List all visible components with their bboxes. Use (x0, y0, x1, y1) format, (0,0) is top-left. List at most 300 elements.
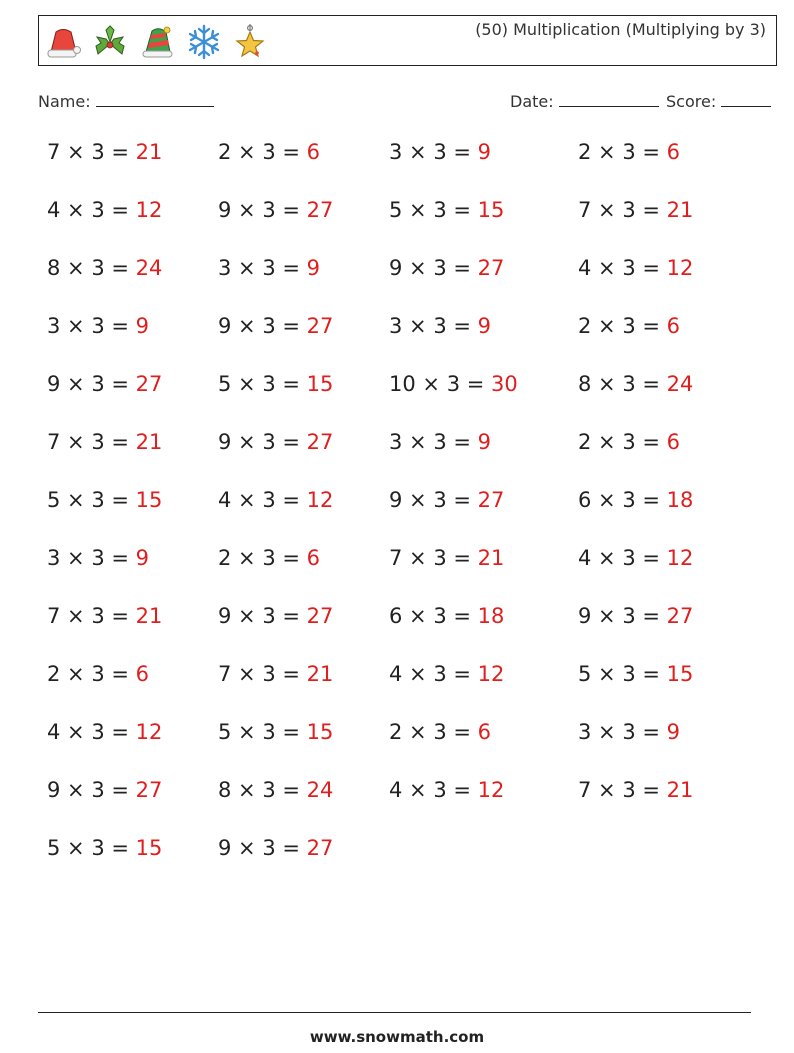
factor-a: 5 (47, 836, 61, 860)
factor-b: 3 (622, 430, 636, 454)
factor-b: 3 (91, 372, 105, 396)
equals-sign: = (104, 140, 136, 164)
answer: 27 (135, 778, 163, 802)
times-sign: × (231, 256, 263, 280)
worksheet-header (38, 15, 777, 66)
factor-a: 4 (389, 778, 403, 802)
date-label: Date: (510, 92, 554, 111)
times-sign: × (60, 314, 92, 338)
times-sign: × (60, 372, 92, 396)
answer: 21 (666, 778, 694, 802)
factor-a: 2 (389, 720, 403, 744)
problem-item (47, 140, 162, 164)
factor-b: 3 (262, 662, 276, 686)
answer: 27 (135, 372, 163, 396)
answer: 9 (135, 546, 150, 570)
answer: 21 (666, 198, 694, 222)
factor-b: 3 (262, 546, 276, 570)
factor-a: 2 (578, 140, 592, 164)
answer: 21 (135, 140, 163, 164)
times-sign: × (402, 256, 434, 280)
problem-item (389, 314, 491, 338)
problem-item (218, 372, 333, 396)
times-sign: × (591, 430, 623, 454)
times-sign: × (591, 720, 623, 744)
times-sign: × (591, 140, 623, 164)
factor-b: 3 (433, 198, 447, 222)
problem-item (389, 372, 518, 396)
factor-b: 3 (433, 604, 447, 628)
problem-item (389, 140, 491, 164)
times-sign: × (231, 720, 263, 744)
problem-item (389, 198, 504, 222)
worksheet-title: (50) Multiplication (Multiplying by 3) (475, 20, 766, 39)
factor-b: 3 (91, 314, 105, 338)
answer: 12 (135, 720, 163, 744)
factor-a: 7 (47, 430, 61, 454)
star-ornament-icon (232, 24, 268, 60)
problem-item (389, 256, 504, 280)
times-sign: × (591, 488, 623, 512)
equals-sign: = (104, 662, 136, 686)
problem-item (389, 430, 491, 454)
equals-sign: = (275, 488, 307, 512)
problem-item (389, 778, 504, 802)
answer: 27 (306, 604, 334, 628)
factor-b: 3 (91, 256, 105, 280)
answer: 21 (477, 546, 505, 570)
factor-a: 7 (578, 198, 592, 222)
times-sign: × (60, 430, 92, 454)
date-blank (559, 92, 659, 107)
times-sign: × (60, 256, 92, 280)
times-sign: × (591, 778, 623, 802)
times-sign: × (60, 546, 92, 570)
factor-a: 7 (47, 604, 61, 628)
factor-b: 3 (262, 836, 276, 860)
problem-item (47, 198, 162, 222)
answer: 21 (135, 430, 163, 454)
equals-sign: = (104, 314, 136, 338)
answer: 9 (477, 430, 492, 454)
factor-b: 3 (91, 546, 105, 570)
factor-a: 2 (218, 546, 232, 570)
factor-b: 3 (91, 430, 105, 454)
factor-a: 4 (47, 198, 61, 222)
problem-item (47, 430, 162, 454)
answer: 15 (666, 662, 694, 686)
answer: 12 (477, 662, 505, 686)
times-sign: × (231, 546, 263, 570)
times-sign: × (60, 836, 92, 860)
equals-sign: = (460, 372, 492, 396)
equals-sign: = (104, 488, 136, 512)
factor-b: 3 (433, 430, 447, 454)
times-sign: × (591, 662, 623, 686)
factor-b: 3 (446, 372, 461, 396)
times-sign: × (231, 198, 263, 222)
problem-item (47, 314, 149, 338)
factor-b: 3 (622, 198, 636, 222)
answer: 6 (135, 662, 150, 686)
factor-a: 7 (218, 662, 232, 686)
factor-b: 3 (622, 256, 636, 280)
footer-url: www.snowmath.com (309, 1028, 485, 1046)
answer: 18 (477, 604, 505, 628)
problem-item (47, 662, 149, 686)
factor-b: 3 (91, 140, 105, 164)
equals-sign: = (635, 372, 667, 396)
answer: 27 (477, 488, 505, 512)
problem-item (218, 198, 333, 222)
times-sign: × (60, 778, 92, 802)
times-sign: × (415, 372, 447, 396)
equals-sign: = (446, 314, 478, 338)
equals-sign: = (446, 256, 478, 280)
equals-sign: = (635, 720, 667, 744)
answer: 27 (306, 314, 334, 338)
answer: 24 (306, 778, 334, 802)
factor-a: 3 (47, 314, 61, 338)
equals-sign: = (104, 430, 136, 454)
times-sign: × (591, 604, 623, 628)
times-sign: × (402, 546, 434, 570)
factor-b: 3 (622, 778, 636, 802)
equals-sign: = (104, 836, 136, 860)
equals-sign: = (446, 720, 478, 744)
factor-b: 3 (262, 198, 276, 222)
answer: 21 (135, 604, 163, 628)
equals-sign: = (635, 256, 667, 280)
times-sign: × (60, 604, 92, 628)
factor-a: 4 (47, 720, 61, 744)
factor-a: 5 (578, 662, 592, 686)
equals-sign: = (635, 314, 667, 338)
answer: 9 (477, 314, 492, 338)
snowflake-icon (186, 24, 222, 60)
factor-a: 2 (578, 314, 592, 338)
factor-b: 3 (91, 198, 105, 222)
equals-sign: = (446, 198, 478, 222)
problem-item (218, 314, 333, 338)
answer: 6 (666, 430, 681, 454)
times-sign: × (231, 662, 263, 686)
problem-item (578, 778, 693, 802)
answer: 12 (666, 256, 694, 280)
answer: 9 (135, 314, 150, 338)
factor-a: 8 (578, 372, 592, 396)
equals-sign: = (446, 778, 478, 802)
problem-item (47, 836, 162, 860)
name-blank (96, 92, 214, 107)
equals-sign: = (446, 430, 478, 454)
equals-sign: = (446, 662, 478, 686)
equals-sign: = (446, 604, 478, 628)
equals-sign: = (104, 778, 136, 802)
problem-item (389, 604, 504, 628)
problem-item (389, 662, 504, 686)
factor-a: 5 (389, 198, 403, 222)
factor-a: 9 (47, 778, 61, 802)
factor-b: 3 (262, 430, 276, 454)
answer: 9 (306, 256, 321, 280)
problem-item (578, 140, 680, 164)
factor-b: 3 (262, 778, 276, 802)
equals-sign: = (104, 372, 136, 396)
santa-hat-icon (45, 24, 81, 60)
factor-a: 2 (218, 140, 232, 164)
problem-item (578, 720, 680, 744)
times-sign: × (231, 430, 263, 454)
factor-a: 6 (578, 488, 592, 512)
problem-item (389, 546, 504, 570)
times-sign: × (231, 372, 263, 396)
score-field (666, 92, 771, 111)
problem-item (47, 778, 162, 802)
answer: 30 (491, 372, 518, 396)
factor-a: 3 (47, 546, 61, 570)
equals-sign: = (275, 778, 307, 802)
name-label: Name: (38, 92, 91, 111)
problem-item (218, 488, 333, 512)
times-sign: × (231, 836, 263, 860)
times-sign: × (591, 198, 623, 222)
answer: 18 (666, 488, 694, 512)
factor-a: 5 (218, 372, 232, 396)
times-sign: × (231, 604, 263, 628)
problem-item (47, 256, 162, 280)
problem-item (218, 778, 333, 802)
factor-a: 5 (47, 488, 61, 512)
factor-b: 3 (433, 662, 447, 686)
equals-sign: = (635, 778, 667, 802)
factor-a: 2 (578, 430, 592, 454)
times-sign: × (402, 662, 434, 686)
equals-sign: = (275, 372, 307, 396)
problem-item (578, 488, 693, 512)
equals-sign: = (275, 314, 307, 338)
factor-b: 3 (262, 140, 276, 164)
factor-a: 4 (389, 662, 403, 686)
problem-item (578, 430, 680, 454)
equals-sign: = (635, 430, 667, 454)
factor-a: 4 (578, 546, 592, 570)
factor-a: 9 (578, 604, 592, 628)
times-sign: × (231, 488, 263, 512)
answer: 15 (306, 372, 334, 396)
answer: 6 (666, 140, 681, 164)
times-sign: × (591, 372, 623, 396)
problem-item (389, 720, 491, 744)
equals-sign: = (635, 198, 667, 222)
factor-b: 3 (622, 662, 636, 686)
factor-a: 9 (218, 836, 232, 860)
footer-divider (38, 1012, 751, 1013)
factor-a: 8 (218, 778, 232, 802)
factor-a: 3 (389, 314, 403, 338)
times-sign: × (402, 430, 434, 454)
factor-b: 3 (91, 662, 105, 686)
times-sign: × (591, 546, 623, 570)
times-sign: × (231, 314, 263, 338)
factor-b: 3 (262, 720, 276, 744)
equals-sign: = (446, 488, 478, 512)
problem-item (218, 662, 333, 686)
answer: 9 (477, 140, 492, 164)
factor-b: 3 (262, 256, 276, 280)
equals-sign: = (104, 256, 136, 280)
factor-a: 9 (47, 372, 61, 396)
problem-item (47, 546, 149, 570)
factor-a: 3 (578, 720, 592, 744)
equals-sign: = (104, 604, 136, 628)
problem-item (47, 720, 162, 744)
answer: 15 (135, 488, 163, 512)
problem-item (47, 372, 162, 396)
factor-b: 3 (433, 488, 447, 512)
answer: 12 (477, 778, 505, 802)
times-sign: × (231, 778, 263, 802)
factor-b: 3 (433, 720, 447, 744)
problem-item (47, 604, 162, 628)
answer: 6 (666, 314, 681, 338)
factor-a: 9 (218, 430, 232, 454)
factor-b: 3 (91, 778, 105, 802)
problem-item (47, 488, 162, 512)
factor-a: 6 (389, 604, 403, 628)
answer: 27 (306, 430, 334, 454)
times-sign: × (60, 720, 92, 744)
factor-a: 4 (578, 256, 592, 280)
factor-a: 10 (389, 372, 416, 396)
equals-sign: = (446, 546, 478, 570)
factor-b: 3 (622, 372, 636, 396)
answer: 27 (477, 256, 505, 280)
name-field (38, 92, 214, 111)
answer: 24 (666, 372, 694, 396)
factor-b: 3 (91, 604, 105, 628)
factor-b: 3 (433, 140, 447, 164)
problem-item (218, 256, 320, 280)
factor-a: 2 (47, 662, 61, 686)
factor-b: 3 (262, 488, 276, 512)
times-sign: × (402, 488, 434, 512)
answer: 15 (477, 198, 505, 222)
equals-sign: = (104, 720, 136, 744)
factor-b: 3 (91, 488, 105, 512)
factor-b: 3 (433, 314, 447, 338)
factor-a: 3 (389, 430, 403, 454)
factor-a: 3 (389, 140, 403, 164)
answer: 6 (306, 546, 321, 570)
factor-a: 7 (578, 778, 592, 802)
equals-sign: = (635, 140, 667, 164)
times-sign: × (402, 778, 434, 802)
times-sign: × (402, 604, 434, 628)
factor-b: 3 (622, 720, 636, 744)
answer: 12 (666, 546, 694, 570)
times-sign: × (402, 314, 434, 338)
equals-sign: = (635, 662, 667, 686)
equals-sign: = (635, 604, 667, 628)
times-sign: × (60, 662, 92, 686)
problem-item (578, 546, 693, 570)
problem-item (218, 720, 333, 744)
times-sign: × (60, 488, 92, 512)
answer: 27 (306, 836, 334, 860)
factor-a: 5 (218, 720, 232, 744)
factor-a: 9 (389, 256, 403, 280)
answer: 24 (135, 256, 163, 280)
answer: 27 (666, 604, 694, 628)
factor-b: 3 (262, 604, 276, 628)
problem-item (578, 604, 693, 628)
problem-item (218, 836, 333, 860)
equals-sign: = (635, 546, 667, 570)
problem-item (389, 488, 504, 512)
factor-b: 3 (433, 778, 447, 802)
times-sign: × (402, 140, 434, 164)
equals-sign: = (275, 430, 307, 454)
problem-item (218, 546, 320, 570)
equals-sign: = (275, 546, 307, 570)
elf-hat-icon (140, 24, 176, 60)
equals-sign: = (275, 720, 307, 744)
answer: 6 (477, 720, 492, 744)
equals-sign: = (275, 256, 307, 280)
date-field (510, 92, 659, 111)
factor-b: 3 (622, 314, 636, 338)
equals-sign: = (275, 836, 307, 860)
factor-a: 9 (389, 488, 403, 512)
problem-item (578, 314, 680, 338)
factor-a: 9 (218, 198, 232, 222)
problem-item (578, 372, 693, 396)
factor-b: 3 (91, 720, 105, 744)
factor-a: 8 (47, 256, 61, 280)
factor-a: 3 (218, 256, 232, 280)
factor-a: 9 (218, 604, 232, 628)
answer: 15 (306, 720, 334, 744)
equals-sign: = (275, 662, 307, 686)
factor-a: 7 (47, 140, 61, 164)
problem-item (218, 604, 333, 628)
answer: 12 (306, 488, 334, 512)
problem-item (578, 198, 693, 222)
problem-item (218, 430, 333, 454)
answer: 15 (135, 836, 163, 860)
problem-item (578, 256, 693, 280)
equals-sign: = (104, 546, 136, 570)
score-label: Score: (666, 92, 717, 111)
equals-sign: = (104, 198, 136, 222)
equals-sign: = (275, 604, 307, 628)
factor-b: 3 (91, 836, 105, 860)
equals-sign: = (275, 140, 307, 164)
answer: 12 (135, 198, 163, 222)
problem-item (578, 662, 693, 686)
problem-item (218, 140, 320, 164)
answer: 6 (306, 140, 321, 164)
answer: 27 (306, 198, 334, 222)
factor-b: 3 (622, 140, 636, 164)
holly-icon (92, 24, 128, 60)
times-sign: × (591, 256, 623, 280)
factor-b: 3 (622, 604, 636, 628)
factor-b: 3 (622, 488, 636, 512)
times-sign: × (60, 140, 92, 164)
factor-a: 4 (218, 488, 232, 512)
